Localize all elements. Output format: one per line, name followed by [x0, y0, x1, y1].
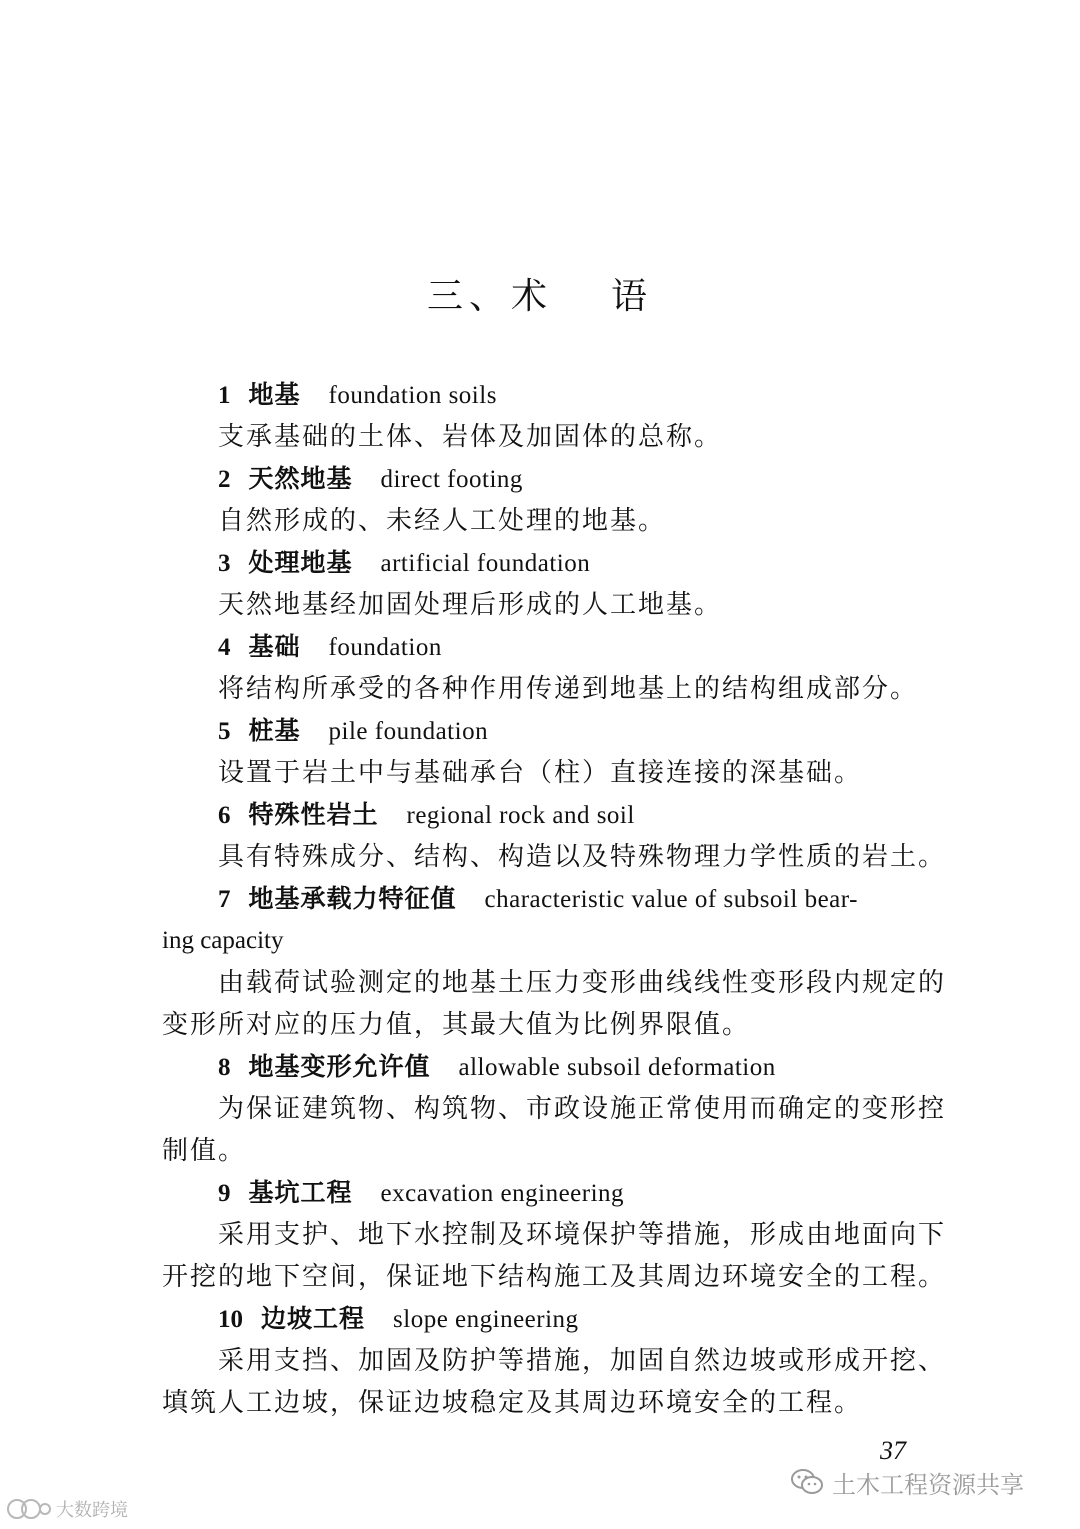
section-title-suffix: 语 — [611, 276, 654, 317]
term-chinese: 特殊性岩土 — [248, 800, 379, 829]
term-number: 1 — [218, 382, 231, 409]
term-heading — [162, 458, 942, 500]
term-definition-continued: 变形所对应的压力值，其最大值为比例界限值。 — [162, 1010, 751, 1040]
term-number: 9 — [218, 1180, 231, 1207]
term-definition: 支承基础的土体、岩体及加固体的总称。 — [218, 422, 723, 452]
term-definition: 自然形成的、未经人工处理的地基。 — [218, 506, 667, 536]
term-definition-continued: 制值。 — [162, 1136, 247, 1166]
term-entry-2 — [162, 458, 942, 542]
term-english: slope engineering — [393, 1306, 579, 1333]
term-definition-continued: 填筑人工边坡，保证边坡稳定及其周边环境安全的工程。 — [162, 1388, 863, 1418]
term-chinese: 边坡工程 — [261, 1304, 366, 1333]
term-definition-continued: 开挖的地下空间，保证地下结构施工及其周边环境安全的工程。 — [162, 1262, 947, 1292]
term-entry-9 — [162, 1172, 947, 1298]
term-english: foundation — [328, 634, 442, 661]
term-chinese: 地基 — [248, 380, 301, 409]
term-number: 6 — [218, 802, 231, 829]
wechat-icon — [790, 1467, 824, 1497]
term-heading — [162, 626, 942, 668]
term-chinese: 处理地基 — [248, 548, 353, 577]
term-definition: 采用支护、地下水控制及环境保护等措施，形成由地面向下 — [218, 1220, 947, 1250]
watermark-brand — [6, 1494, 128, 1524]
term-heading — [162, 1298, 942, 1340]
term-number: 4 — [218, 634, 231, 661]
term-entry-10 — [162, 1298, 947, 1424]
term-english: characteristic value of subsoil bear- — [484, 886, 858, 913]
term-entry-5 — [162, 710, 942, 794]
term-heading — [162, 374, 942, 416]
watermark-wechat-text: 土木工程资源共享 — [832, 1470, 1024, 1499]
term-definition: 具有特殊成分、结构、构造以及特殊物理力学性质的岩土。 — [218, 842, 947, 872]
term-number: 7 — [218, 886, 231, 913]
term-definition: 设置于岩土中与基础承台（柱）直接连接的深基础。 — [218, 758, 863, 788]
term-heading — [162, 1046, 942, 1088]
term-entry-1 — [162, 374, 942, 458]
section-title-prefix: 三、术 — [426, 276, 553, 317]
term-number: 8 — [218, 1054, 231, 1081]
term-number: 10 — [218, 1306, 243, 1333]
term-entry-6 — [162, 794, 947, 878]
term-entry-4 — [162, 626, 942, 710]
term-number: 2 — [218, 466, 231, 493]
term-heading — [162, 878, 942, 920]
term-definition: 天然地基经加固处理后形成的人工地基。 — [218, 590, 723, 620]
term-entry-3 — [162, 542, 942, 626]
term-heading — [162, 794, 942, 836]
terms-list — [162, 374, 947, 1424]
term-chinese: 天然地基 — [248, 464, 353, 493]
term-english: excavation engineering — [380, 1180, 625, 1207]
term-number: 3 — [218, 550, 231, 577]
term-chinese: 桩基 — [248, 716, 301, 745]
term-english-continued: ing capacity — [162, 927, 284, 954]
term-number: 5 — [218, 718, 231, 745]
term-chinese: 地基承载力特征值 — [248, 884, 457, 913]
term-entry-8 — [162, 1046, 947, 1172]
term-entry-7 — [162, 878, 947, 1046]
page-number: 37 — [880, 1436, 906, 1465]
term-chinese: 地基变形允许值 — [248, 1052, 431, 1081]
term-definition: 为保证建筑物、构筑物、市政设施正常使用而确定的变形控 — [218, 1094, 947, 1124]
section-title — [0, 268, 1080, 319]
term-english: regional rock and soil — [406, 802, 635, 829]
term-english: pile foundation — [328, 718, 489, 745]
term-english: direct footing — [380, 466, 523, 493]
term-english: artificial foundation — [380, 550, 591, 577]
watermark-wechat — [790, 1462, 1024, 1502]
term-chinese: 基坑工程 — [248, 1178, 353, 1207]
term-definition: 将结构所承受的各种作用传递到地基上的结构组成部分。 — [218, 674, 919, 704]
term-heading — [162, 542, 942, 584]
term-definition: 由载荷试验测定的地基土压力变形曲线线性变形段内规定的 — [218, 968, 947, 998]
term-chinese: 基础 — [248, 632, 301, 661]
term-heading — [162, 710, 942, 752]
term-definition: 采用支挡、加固及防护等措施，加固自然边坡或形成开挖、 — [218, 1346, 947, 1376]
ball-icon — [6, 1496, 52, 1522]
term-heading — [162, 1172, 942, 1214]
watermark-brand-text: 大数跨境 — [56, 1500, 128, 1521]
term-english: foundation soils — [328, 382, 497, 409]
term-english: allowable subsoil deformation — [458, 1054, 776, 1081]
